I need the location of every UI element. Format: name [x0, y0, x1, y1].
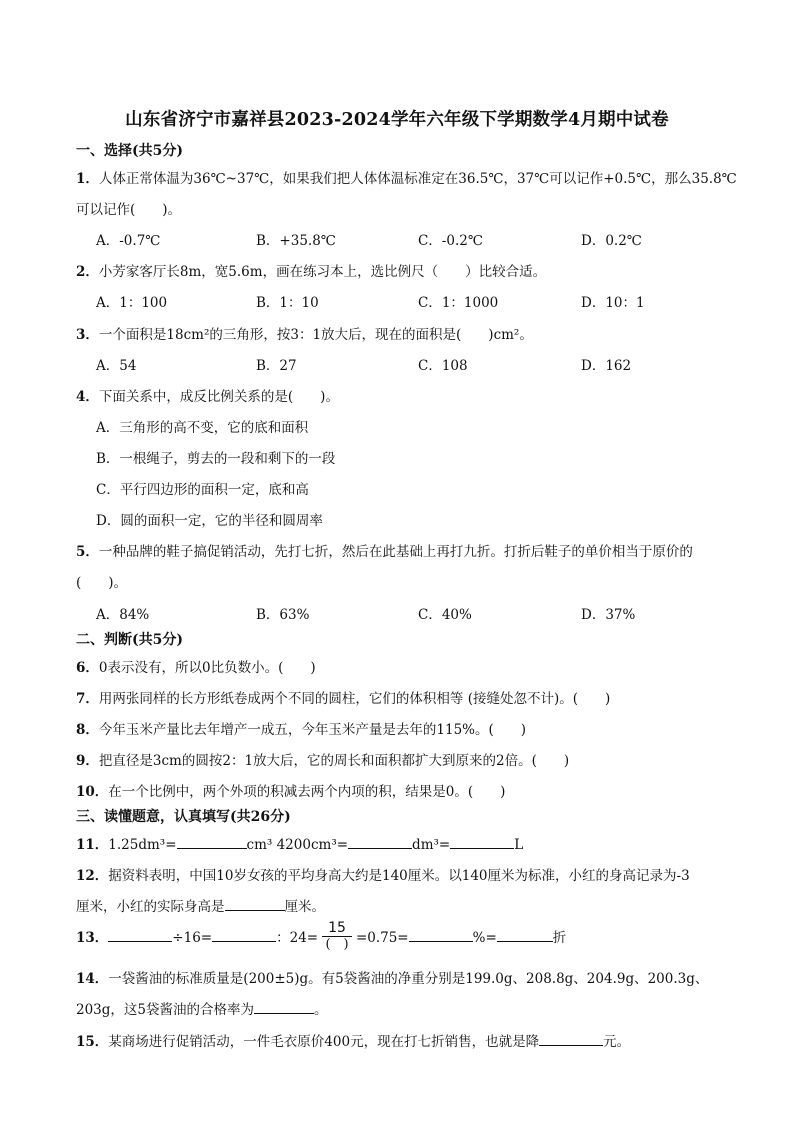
option-a: A．1：100: [96, 295, 168, 311]
answer-blank[interactable]: [254, 1001, 314, 1014]
question-text: %=: [472, 930, 497, 946]
option-b: B．63%: [256, 607, 310, 623]
question-number: 10．: [76, 784, 109, 800]
option-d: D．10：1: [581, 295, 645, 311]
question-10: [76, 780, 505, 800]
question-text: 。: [314, 1002, 328, 1018]
option-a: A．54: [96, 358, 137, 374]
option-d: D．圆的面积一定，它的半径和圆周率: [96, 513, 323, 529]
option-d: D．0.2℃: [581, 233, 642, 249]
answer-blank[interactable]: [348, 836, 412, 849]
question-12: [76, 864, 690, 884]
option-b: B．+35.8℃: [256, 233, 336, 249]
section-heading-choice: 一、选择(共5分): [76, 143, 183, 159]
question-1-options: [96, 229, 736, 249]
section-heading-judgement: 二、判断(共5分): [76, 632, 183, 648]
question-5-continued: ( )。: [76, 575, 128, 591]
question-6: [76, 656, 316, 676]
answer-blank[interactable]: [450, 836, 514, 849]
question-text: 折: [552, 930, 567, 946]
question-text: 小芳家客厅长8m，宽5.6m，画在练习本上，选比例尺（ ）比较合适。: [98, 264, 547, 280]
section-heading-fill-in: 三、读懂题意，认真填写(共26分): [76, 809, 291, 825]
option-c: C．-0.2℃: [418, 233, 483, 249]
question-text: =0.75=: [355, 930, 409, 946]
answer-blank[interactable]: [212, 929, 276, 942]
question-text: 在一个比例中，两个外项的积减去两个内项的积，结果是0。( ): [108, 784, 506, 800]
answer-blank[interactable]: [409, 929, 473, 942]
question-text: 厘米。: [284, 899, 325, 915]
question-text: 用两张同样的长方形纸卷成两个不同的圆柱，它们的体积相等 (接缝处忽不计)。( ): [98, 691, 611, 707]
question-text: 把直径是3cm的圆按2：1放大后，它的周长和面积都扩大到原来的2倍。( ): [98, 753, 570, 769]
option-a: A．三角形的高不变，它的底和面积: [96, 420, 309, 436]
option-d: D．162: [581, 358, 632, 374]
option-b: B．27: [256, 358, 297, 374]
question-number: 3．: [76, 327, 99, 343]
fraction: [322, 920, 352, 953]
question-text: 元。: [603, 1034, 631, 1050]
question-15: [76, 1030, 630, 1050]
question-text: 0表示没有，所以0比负数小。( ): [98, 660, 316, 676]
question-number: 15．: [76, 1034, 109, 1050]
question-number: 7．: [76, 691, 99, 707]
question-text: 人体正常体温为36℃~37℃，如果我们把人体体温标准定在36.5℃，37℃可以记作+0.5℃，那么35.8℃: [98, 171, 737, 187]
question-text: 一个面积是18cm²的三角形，按3：1放大后，现在的面积是( )cm²。: [98, 327, 533, 343]
question-number: 4．: [76, 389, 99, 405]
question-9: [76, 749, 569, 769]
question-text: 一袋酱油的标准质量是(200±5)g。有5袋酱油的净重分别是199.0g、208.8g、204.9g、200.3g、: [108, 971, 709, 987]
question-13: [76, 922, 566, 955]
question-text: 据资料表明，中国10岁女孩的平均身高大约是140厘米。以140厘米为标准，小红的身高记录为-3: [108, 868, 690, 884]
question-number: 5．: [76, 544, 99, 560]
answer-blank[interactable]: [225, 898, 285, 911]
question-12-continued: [76, 895, 325, 915]
question-text: 今年玉米产量比去年增产一成五，今年玉米产量是去年的115%。( ): [98, 722, 527, 738]
question-14-continued: [76, 998, 328, 1018]
question-text: ÷16=: [172, 930, 213, 946]
fraction-denominator[interactable]: ( ): [325, 937, 349, 952]
answer-blank[interactable]: [539, 1033, 603, 1046]
option-c: C．平行四边形的面积一定，底和高: [96, 482, 309, 498]
option-b: B．一根绳子，剪去的一段和剩下的一段: [96, 451, 336, 467]
question-number: 8．: [76, 722, 99, 738]
question-text: 厘米，小红的实际身高是: [76, 899, 225, 915]
question-number: 13．: [76, 930, 109, 946]
option-c: C．40%: [418, 607, 472, 623]
option-a: A．-0.7℃: [96, 233, 161, 249]
option-c: C．108: [418, 358, 468, 374]
question-1-continued: 可以记作( )。: [76, 202, 182, 218]
question-number: 2．: [76, 264, 99, 280]
option-c: C．1：1000: [418, 295, 499, 311]
question-number: 1．: [76, 171, 99, 187]
question-14: [76, 967, 708, 987]
fraction-numerator: 15: [322, 920, 352, 937]
question-text: 一种品牌的鞋子搞促销活动，先打七折，然后在此基础上再打九折。打折后鞋子的单价相当于原价的: [98, 544, 693, 560]
question-11: [76, 833, 523, 853]
answer-blank[interactable]: [177, 836, 247, 849]
question-number: 14．: [76, 971, 109, 987]
question-number: 6．: [76, 660, 99, 676]
question-number: 12．: [76, 868, 109, 884]
option-d: D．37%: [581, 607, 636, 623]
question-text: cm³ 4200cm³=: [246, 837, 349, 853]
question-1: [76, 167, 737, 187]
page-title: 山东省济宁市嘉祥县2023-2024学年六年级下学期数学4月期中试卷: [125, 110, 669, 130]
question-3: [76, 323, 533, 343]
answer-blank[interactable]: [108, 929, 172, 942]
question-5-options: [96, 603, 736, 623]
question-text: L: [514, 837, 524, 853]
question-8: [76, 718, 526, 738]
question-text: 某商场进行促销活动，一件毛衣原价400元，现在打七折销售，也就是降: [108, 1034, 540, 1050]
option-a: A．84%: [96, 607, 150, 623]
question-text: 下面关系中，成反比例关系的是( )。: [98, 389, 339, 405]
question-5: [76, 540, 693, 560]
question-text: 1.25dm³=: [108, 837, 177, 853]
question-2: [76, 260, 546, 280]
question-number: 9．: [76, 753, 99, 769]
question-text: 203g，这5袋酱油的合格率为: [76, 1002, 254, 1018]
question-7: [76, 687, 610, 707]
answer-blank[interactable]: [497, 929, 553, 942]
question-2-options: [96, 291, 736, 311]
question-text: ：24=: [276, 930, 319, 946]
question-4: [76, 385, 339, 405]
question-number: 11．: [76, 837, 109, 853]
option-b: B．1：10: [256, 295, 319, 311]
question-text: dm³=: [412, 837, 451, 853]
question-3-options: [96, 354, 736, 374]
